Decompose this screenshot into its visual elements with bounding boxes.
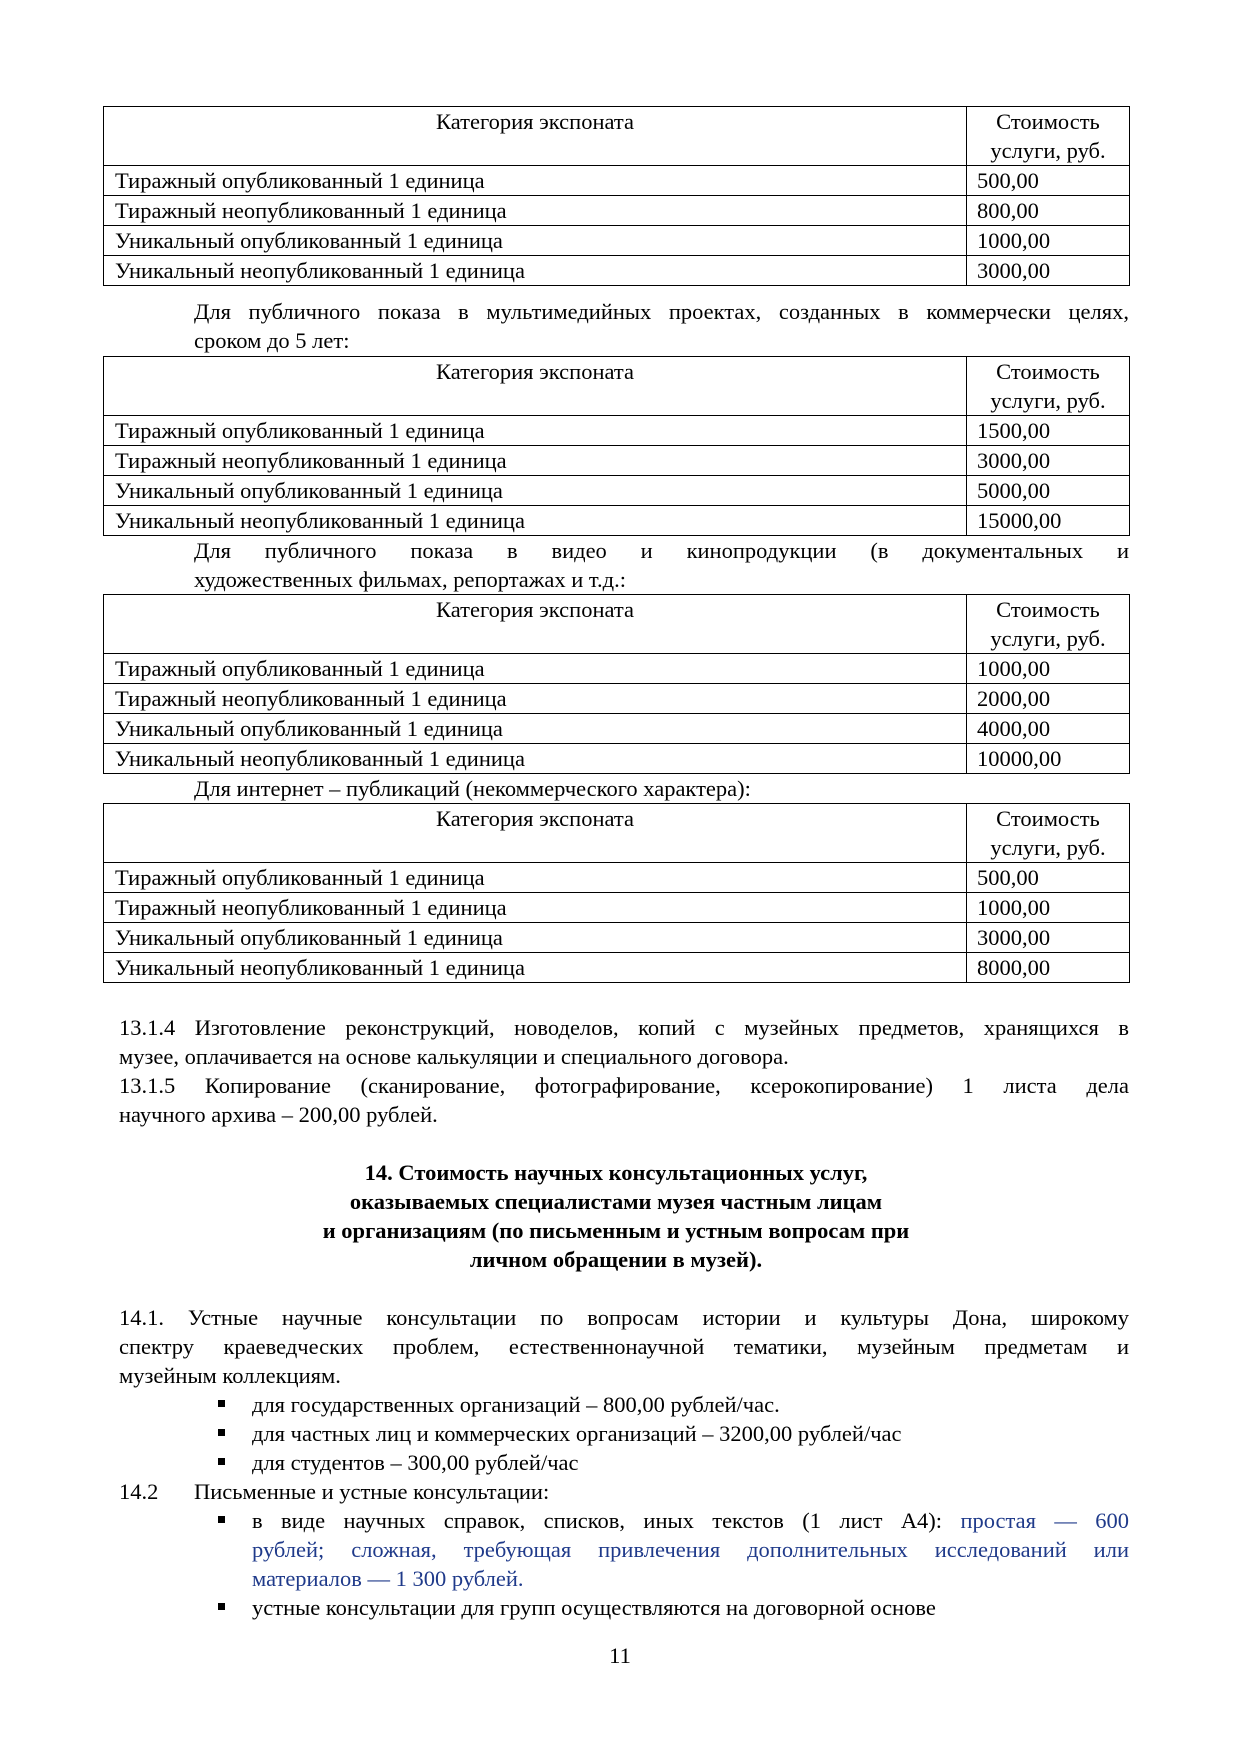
price-table-3 bbox=[103, 594, 1130, 774]
multimedia-intro-line-2: сроком до 5 лет: bbox=[194, 328, 350, 353]
table-row: Уникальный опубликованный 1 единица 4000,00 bbox=[104, 714, 1130, 744]
table-header-row bbox=[104, 595, 1130, 654]
video-intro-line-2: художественных фильмах, репортажах и т.д.: bbox=[194, 567, 626, 592]
paragraph-13-1-4-line-2: музее, оплачивается на основе калькуляции и специального договора. bbox=[119, 1044, 789, 1069]
bullet-4-line-1: в виде научных справок, списков, иных текстов (1 лист А4): простая — 600 bbox=[252, 1508, 1130, 1533]
internet-intro: Для интернет – публикаций (некоммерческого характера): bbox=[194, 776, 751, 801]
bullet-4-line-3: материалов — 1 300 рублей. bbox=[252, 1566, 524, 1591]
table-row: Уникальный неопубликованный 1 единица 10000,00 bbox=[104, 744, 1130, 774]
table-header-row bbox=[104, 357, 1130, 416]
table-header-row bbox=[104, 804, 1130, 863]
table-row: Уникальный неопубликованный 1 единица 15000,00 bbox=[104, 506, 1130, 536]
table-row: Уникальный опубликованный 1 единица 1000,00 bbox=[104, 226, 1130, 256]
section-14-title-line-2: оказываемых специалистами музея частным лицам bbox=[349, 1189, 883, 1214]
bullet-square-icon bbox=[218, 1516, 225, 1523]
table-row: Тиражный неопубликованный 1 единица 3000,00 bbox=[104, 446, 1130, 476]
table-row: Уникальный неопубликованный 1 единица 8000,00 bbox=[104, 953, 1130, 983]
table-row: Уникальный опубликованный 1 единица 3000,00 bbox=[104, 923, 1130, 953]
table-row: Тиражный опубликованный 1 единица 1500,00 bbox=[104, 416, 1130, 446]
video-intro-line-1: Для публичного показа в видео и кинопродукции (в документальных и bbox=[194, 538, 1129, 563]
paragraph-14-1-line-2: спектру краеведческих проблем, естественнонаучной тематики, музейным предметам и bbox=[119, 1334, 1129, 1359]
table-row: Уникальный неопубликованный 1 единица 3000,00 bbox=[104, 256, 1130, 286]
page-number: 11 bbox=[609, 1643, 631, 1668]
price-table-4 bbox=[103, 803, 1130, 983]
paragraph-13-1-4-line-1: 13.1.4 Изготовление реконструкций, новоделов, копий с музейных предметов, хранящихся в bbox=[119, 1015, 1129, 1040]
bullet-4-line-2: рублей; сложная, требующая привлечения дополнительных исследований или bbox=[252, 1537, 1129, 1562]
bullet-square-icon bbox=[218, 1400, 225, 1407]
section-14-title-line-1: 14. Стоимость научных консультационных услуг, bbox=[364, 1160, 868, 1185]
header-cost: Стоимость услуги, руб. bbox=[967, 595, 1130, 654]
bullet-square-icon bbox=[218, 1458, 225, 1465]
table-row: Уникальный опубликованный 1 единица 5000,00 bbox=[104, 476, 1130, 506]
table-row: Тиражный опубликованный 1 единица 1000,00 bbox=[104, 654, 1130, 684]
price-table-1 bbox=[103, 106, 1130, 286]
bullet-square-icon bbox=[218, 1429, 225, 1436]
header-cost: Стоимость услуги, руб. bbox=[967, 107, 1130, 166]
bullet-square-icon bbox=[218, 1603, 225, 1610]
table-row: Тиражный неопубликованный 1 единица 800,00 bbox=[104, 196, 1130, 226]
multimedia-intro-line-1: Для публичного показа в мультимедийных проектах, созданных в коммерчески целях, bbox=[194, 299, 1129, 324]
paragraph-14-2-text: Письменные и устные консультации: bbox=[194, 1479, 550, 1504]
price-table-2 bbox=[103, 356, 1130, 536]
paragraph-14-1-line-1: 14.1. Устные научные консультации по вопросам истории и культуры Дона, широкому bbox=[119, 1305, 1129, 1330]
table-row: Тиражный неопубликованный 1 единица 2000,00 bbox=[104, 684, 1130, 714]
table-row: Тиражный опубликованный 1 единица 500,00 bbox=[104, 863, 1130, 893]
document-page: Категория экспоната Стоимость услуги, руб. Тиражный опубликованный 1 единица 500,00 Тиражный неопубликованный 1 единица 800,00 Уникальный опубликованный 1 единица 1000,00 Уникальный неопубликованный 1 единица 3000,00 Для публичного показа в мультимедийных проектах, созданных в коммерчески целях, сроком до 5 лет: Категория экспоната Стоимость услуги, руб. Тиражный опубликованный 1 единица 1500,00 Тиражный неопубликованный 1 единица 3000,00 Уникальный опубликованный 1 единица 5000,00 Уникальный неопубликованный 1 единица 15000,00 Для публичного показа в видео и кинопродукции (в документальных и художественных фильмах, репортажах и т.д.: Категория экспоната Стоимость услуги, руб. Тиражный опубликованный 1 единица 1000,00 Тиражный неопубликованный 1 единица 2000,00 Уникальный опубликованный 1 единица 4000,00 Уникальный неопубликованный 1 единица 10000,00 Для интернет – публикаций (некоммерческого характера): Категория экспоната Стоимость услуги, руб. Тиражный опубликованный 1 единица 500,00 Тиражный неопубликованный 1 единица 1000,00 Уникальный опубликованный 1 единица 3000,00 Уникальный неопубликованный 1 единица 8000,00 13.1.4 Изготовление реконструкций, новоделов, копий с музейных предметов, хранящихся в музее, оплачивается на основе калькуляции и специального договора. 13.1.5 Копирование (сканирование, фотографирование, ксерокопирование) 1 листа дела научного архива – 200,00 рублей. 14. Стоимость научных консультационных услуг, оказываемых специалистами музея частным лицам и организациям (по письменным и устным вопросам при личном обращении в музей). 14.1. Устные научные консультации по вопросам истории и культуры Дона, широкому спектру краеведческих проблем, естественнонаучной тематики, музейным предметам и музейным коллекциям. для государственных организаций – 800,00 рублей/час. для частных лиц и коммерческих организаций – 3200,00 рублей/час для студентов – 300,00 рублей/час 14.2 Письменные и устные консультации: в виде научных справок, списков, иных текстов (1 лист А4): простая — 600 рублей; сложная, требующая привлечения дополнительных исследований или материалов — 1 300 рублей. устные консультации для групп осуществляются на договорной основе 11 bbox=[0, 0, 1240, 1755]
section-14-title-line-3: и организациям (по письменным и устным вопросам при bbox=[322, 1218, 910, 1243]
paragraph-14-1-line-3: музейным коллекциям. bbox=[119, 1363, 341, 1388]
table-row: Тиражный опубликованный 1 единица 500,00 bbox=[104, 166, 1130, 196]
section-14-title-line-4: личном обращении в музей). bbox=[469, 1247, 763, 1272]
table-row: Тиражный неопубликованный 1 единица 1000,00 bbox=[104, 893, 1130, 923]
header-cost: Стоимость услуги, руб. bbox=[967, 357, 1130, 416]
paragraph-13-1-5-line-2: научного архива – 200,00 рублей. bbox=[119, 1102, 438, 1127]
header-category: Категория экспоната bbox=[104, 107, 967, 166]
header-category: Категория экспоната bbox=[104, 595, 967, 654]
table-header-row bbox=[104, 107, 1130, 166]
header-category: Категория экспоната bbox=[104, 804, 967, 863]
paragraph-13-1-5-line-1: 13.1.5 Копирование (сканирование, фотографирование, ксерокопирование) 1 листа дела bbox=[119, 1073, 1129, 1098]
paragraph-14-2-number: 14.2 bbox=[119, 1479, 159, 1504]
header-cost: Стоимость услуги, руб. bbox=[967, 804, 1130, 863]
header-category: Категория экспоната bbox=[104, 357, 967, 416]
